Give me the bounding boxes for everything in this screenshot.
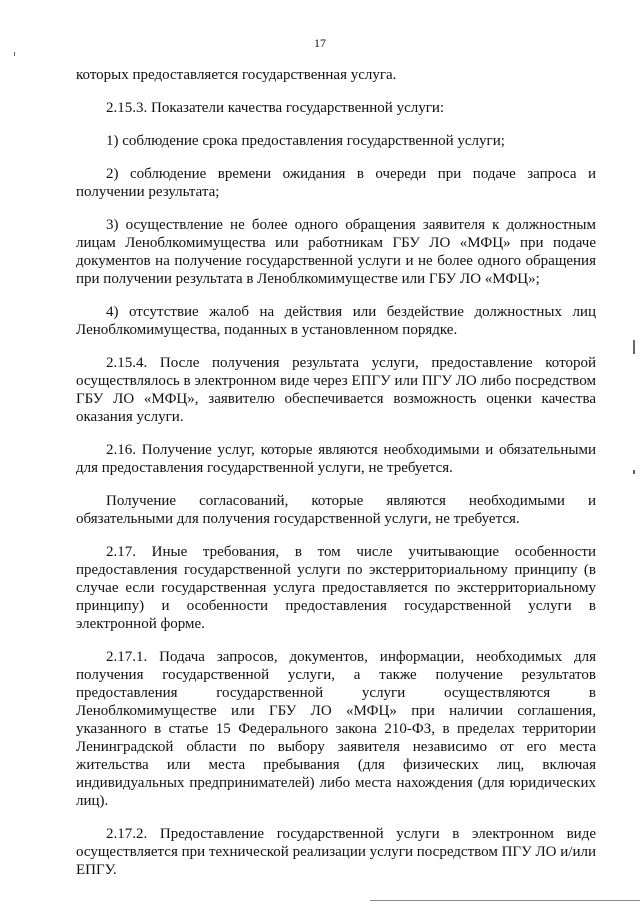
document-body: [76, 66, 596, 894]
paragraph-2-17-2: 2.17.2. Предоставление государственной услуги в электронном виде осуществляется при технической реализации услуги посредством ПГУ ЛО и/или ЕПГУ.: [76, 826, 596, 878]
bottom-rule: [370, 900, 640, 901]
paragraph-2-15-3: 2.15.3. Показатели качества государственной услуги:: [106, 100, 445, 116]
paragraph-2-16-approvals: Получение согласований, которые являются необходимыми и обязательными для получения государственной услуги, не требуется.: [76, 493, 596, 527]
scan-mark: [14, 52, 15, 56]
paragraph-continuation: которых предоставляется государственная услуга.: [76, 67, 397, 83]
paragraph-item-2: 2) соблюдение времени ожидания в очереди при подаче запроса и получении результата;: [76, 166, 596, 200]
scan-mark: [633, 470, 635, 474]
paragraph-item-1: 1) соблюдение срока предоставления государственной услуги;: [106, 133, 505, 149]
paragraph-2-17-1: 2.17.1. Подача запросов, документов, информации, необходимых для получения государственной услуги, а также получение результатов предоставления государственной услуги осуществляются в Леноблкомимуществе или ГБУ ЛО «МФЦ» при наличии соглашения, указанного в статье 15 Федерального закона 210-ФЗ, в пределах территории Ленинградской области по выбору заявителя независимо от его места жительства или места пребывания (для физических лиц, включая индивидуальных предпринимателей) либо места нахождения (для юридических лиц).: [76, 649, 596, 809]
scan-mark: [633, 340, 635, 354]
paragraph-2-16: 2.16. Получение услуг, которые являются необходимыми и обязательными для предоставления государственной услуги, не требуется.: [76, 442, 596, 476]
paragraph-item-3: 3) осуществление не более одного обращения заявителя к должностным лицам Леноблкомимущества или работникам ГБУ ЛО «МФЦ» при подаче документов на получение государственной услуги и не более одного обращения при получении результата в Леноблкомимуществе или ГБУ ЛО «МФЦ»;: [76, 217, 596, 287]
page-number: 17: [314, 36, 326, 50]
paragraph-item-4: 4) отсутствие жалоб на действия или бездействие должностных лиц Леноблкомимущества, поданных в установленном порядке.: [76, 304, 596, 338]
paragraph-2-15-4: 2.15.4. После получения результата услуги, предоставление которой осуществлялось в электронном виде через ЕПГУ или ПГУ ЛО либо посредством ГБУ ЛО «МФЦ», заявителю обеспечивается возможность оценки качества оказания услуги.: [76, 355, 596, 425]
paragraph-2-17: 2.17. Иные требования, в том числе учитывающие особенности предоставления государственной услуги по экстерриториальному принципу (в случае если государственная услуга предоставляется по экстерриториальному принципу) и особенности предоставления государственной услуги в электронной форме.: [76, 544, 596, 632]
